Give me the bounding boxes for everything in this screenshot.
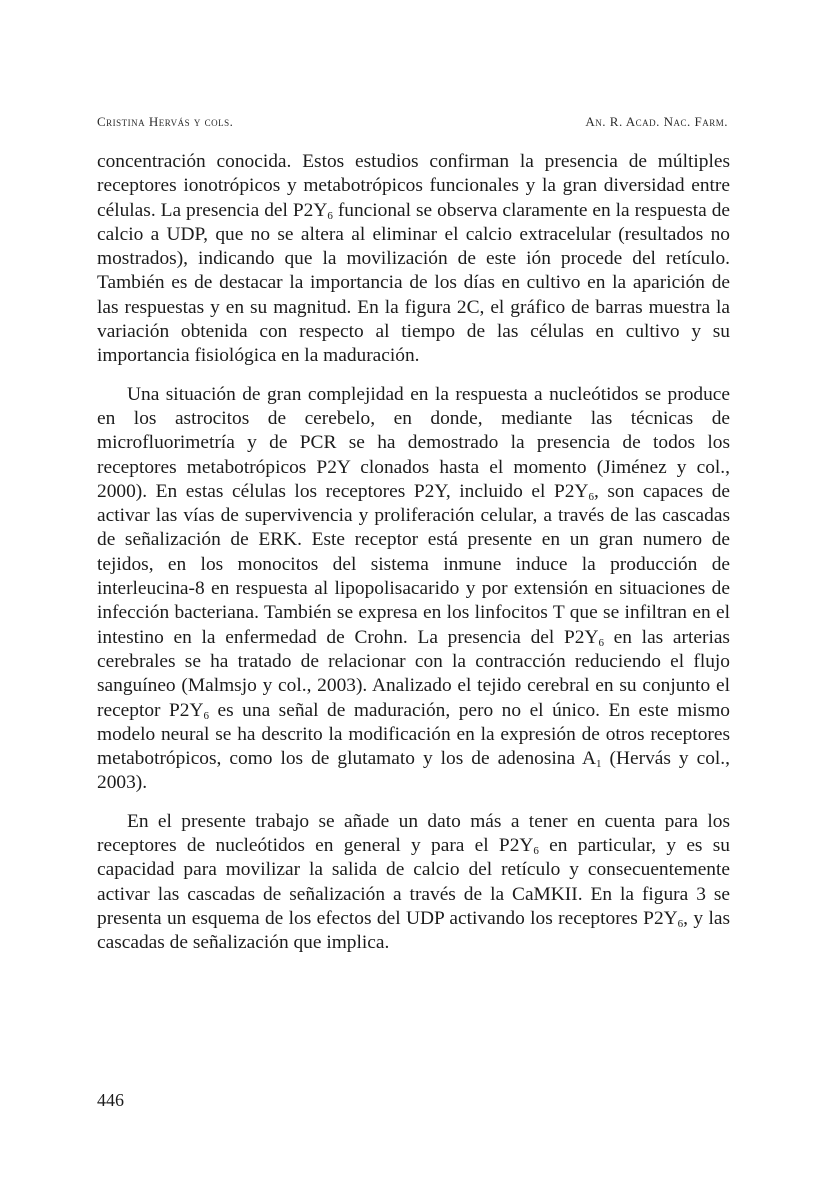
paragraph-1-text-a: concentración conocida. Estos estudios confirman la presencia de múltiples receptores ionotrópicos y metabotrópicos funcionales y la gran diversidad entre células. La presencia del P2Y bbox=[97, 151, 730, 221]
paragraph-2-text-c: en las arterias cerebrales se ha tratado de relacionar con la contracción reduciendo el flujo sanguíneo (Malmsjo y col., 2003). Analizado el tejido cerebral en su conjunto el receptor P2Y bbox=[97, 626, 730, 721]
running-head bbox=[97, 114, 728, 130]
subscript: 6 bbox=[677, 917, 684, 930]
paragraph-3 bbox=[97, 810, 730, 956]
subscript: 6 bbox=[327, 209, 333, 222]
page-number: 446 bbox=[97, 1090, 124, 1110]
subscript: 6 bbox=[588, 490, 594, 503]
subscript: 1 bbox=[596, 758, 602, 771]
paragraph-1-text-b: funcional se observa claramente en la respuesta de calcio a UDP, que no se altera al eliminar el calcio extracelular (resultados no mostrados), indicando que la movilización de este ión procede del retículo. También es de destacar la importancia de los días en cultivo en la aparición de las respuestas y en su magnitud. En la figura 2C, el gráfico de barras muestra la variación obtenida con respecto al tiempo de las células en cultivo y su importancia fisiológica en la maduración. bbox=[97, 199, 731, 367]
body-text bbox=[97, 150, 730, 970]
paragraph-1 bbox=[97, 150, 730, 369]
paragraph-3-text-b: en particular, y es su capacidad para movilizar la salida de calcio del retículo y consecuentemente activar las cascadas de señalización a través de la CaMKII. En la figura 3 se presenta un esquema de los efectos del UDP activando los receptores P2Y bbox=[97, 835, 730, 929]
subscript: 6 bbox=[598, 636, 604, 649]
running-head-journal: An. R. Acad. Nac. Farm. bbox=[585, 114, 728, 129]
paragraph-2-text-d: es una señal de maduración, pero no el único. En este mismo modelo neural se ha descrito la modificación en la expresión de otros receptores metabotrópicos, como los de glutamato y los de adenosina A bbox=[97, 699, 731, 770]
paragraph-2-text-e: (Hervás y col., 2003). bbox=[97, 748, 730, 794]
subscript: 6 bbox=[203, 709, 210, 722]
paragraph-2 bbox=[97, 383, 730, 796]
paragraph-2-text-b: , son capaces de activar las vías de supervivencia y proliferación celular, a través de las cascadas de señalización de ERK. Este receptor está presente en un gran numero de tejidos, en los monocitos del sistema inmune induce la producción de interleucina-8 en respuesta al lipopolisacarido y por extensión en situaciones de infección bacteriana. También se expresa en los linfocitos T que se infiltran en el intestino en la enfermedad de Crohn. La presencia del P2Y bbox=[97, 480, 731, 648]
paragraph-3-text-a: En el presente trabajo se añade un dato más a tener en cuenta para los receptores de nucleótidos en general y para el P2Y bbox=[97, 810, 730, 857]
paragraph-3-text-c: , y las cascadas de señalización que implica. bbox=[97, 907, 730, 954]
subscript: 6 bbox=[533, 845, 539, 858]
paragraph-2-text-a: Una situación de gran complejidad en la respuesta a nucleótidos se produce en los astrocitos de cerebelo, en donde, mediante las técnicas de microfluorimetría y de PCR se ha demostrado la presencia de todos los receptores metabotrópicos P2Y clonados hasta el momento (Jiménez y col., 2000). En estas células los receptores P2Y, incluido el P2Y bbox=[97, 383, 730, 502]
running-head-author: Cristina Hervás y cols. bbox=[97, 114, 234, 129]
